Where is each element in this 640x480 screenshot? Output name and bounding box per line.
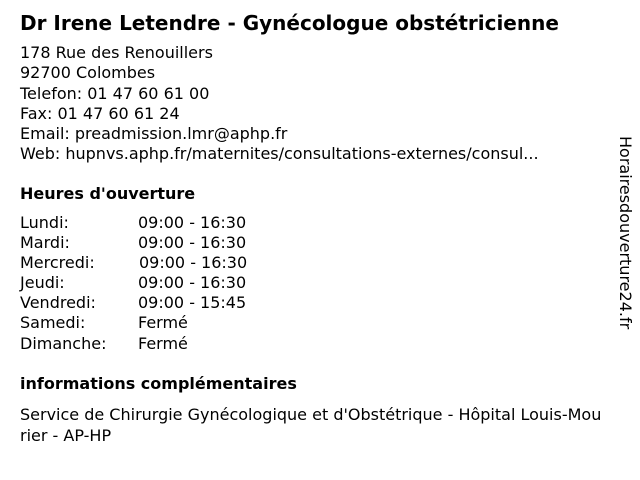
contact-block bbox=[20, 43, 539, 165]
day-hours: 09:00 - 16:30 bbox=[138, 213, 247, 232]
day-label: Jeudi: bbox=[20, 273, 65, 293]
phone-number: Telefon: 01 47 60 61 00 bbox=[20, 83, 210, 103]
day-label: Samedi: bbox=[20, 313, 86, 333]
day-hours: 09:00 - 16:30 bbox=[138, 233, 247, 253]
info-heading: informations complémentaires bbox=[20, 374, 297, 393]
day-label: Dimanche: bbox=[20, 333, 107, 353]
day-hours: Fermé bbox=[138, 333, 188, 353]
fax-number: Fax: 01 47 60 61 24 bbox=[20, 103, 180, 123]
day-label: Mercredi: bbox=[20, 253, 95, 273]
day-hours: 09:00 - 16:30 bbox=[139, 253, 248, 273]
page-title: Dr Irene Letendre - Gynécologue obstétricienne bbox=[20, 11, 559, 35]
info-text: Service de Chirurgie Gynécologique et d'Obstétrique - Hôpital Louis-Mourier - AP-HP bbox=[20, 405, 602, 445]
day-label: Lundi: bbox=[20, 213, 69, 232]
street-address: 178 Rue des Renouillers bbox=[20, 43, 213, 62]
hours-heading: Heures d'ouverture bbox=[20, 184, 196, 203]
day-label: Mardi: bbox=[20, 233, 70, 253]
site-watermark: Horairesdouverture24.fr bbox=[616, 136, 635, 330]
website-url: Web: hupnvs.aphp.fr/maternites/consultations-externes/consul... bbox=[20, 144, 539, 164]
day-label: Vendredi: bbox=[20, 293, 96, 313]
email-address: Email: preadmission.lmr@aphp.fr bbox=[20, 124, 288, 144]
day-hours: 09:00 - 15:45 bbox=[138, 293, 247, 313]
city-postcode: 92700 Colombes bbox=[20, 63, 156, 83]
day-hours: Fermé bbox=[138, 313, 188, 333]
day-hours: 09:00 - 16:30 bbox=[138, 273, 247, 293]
